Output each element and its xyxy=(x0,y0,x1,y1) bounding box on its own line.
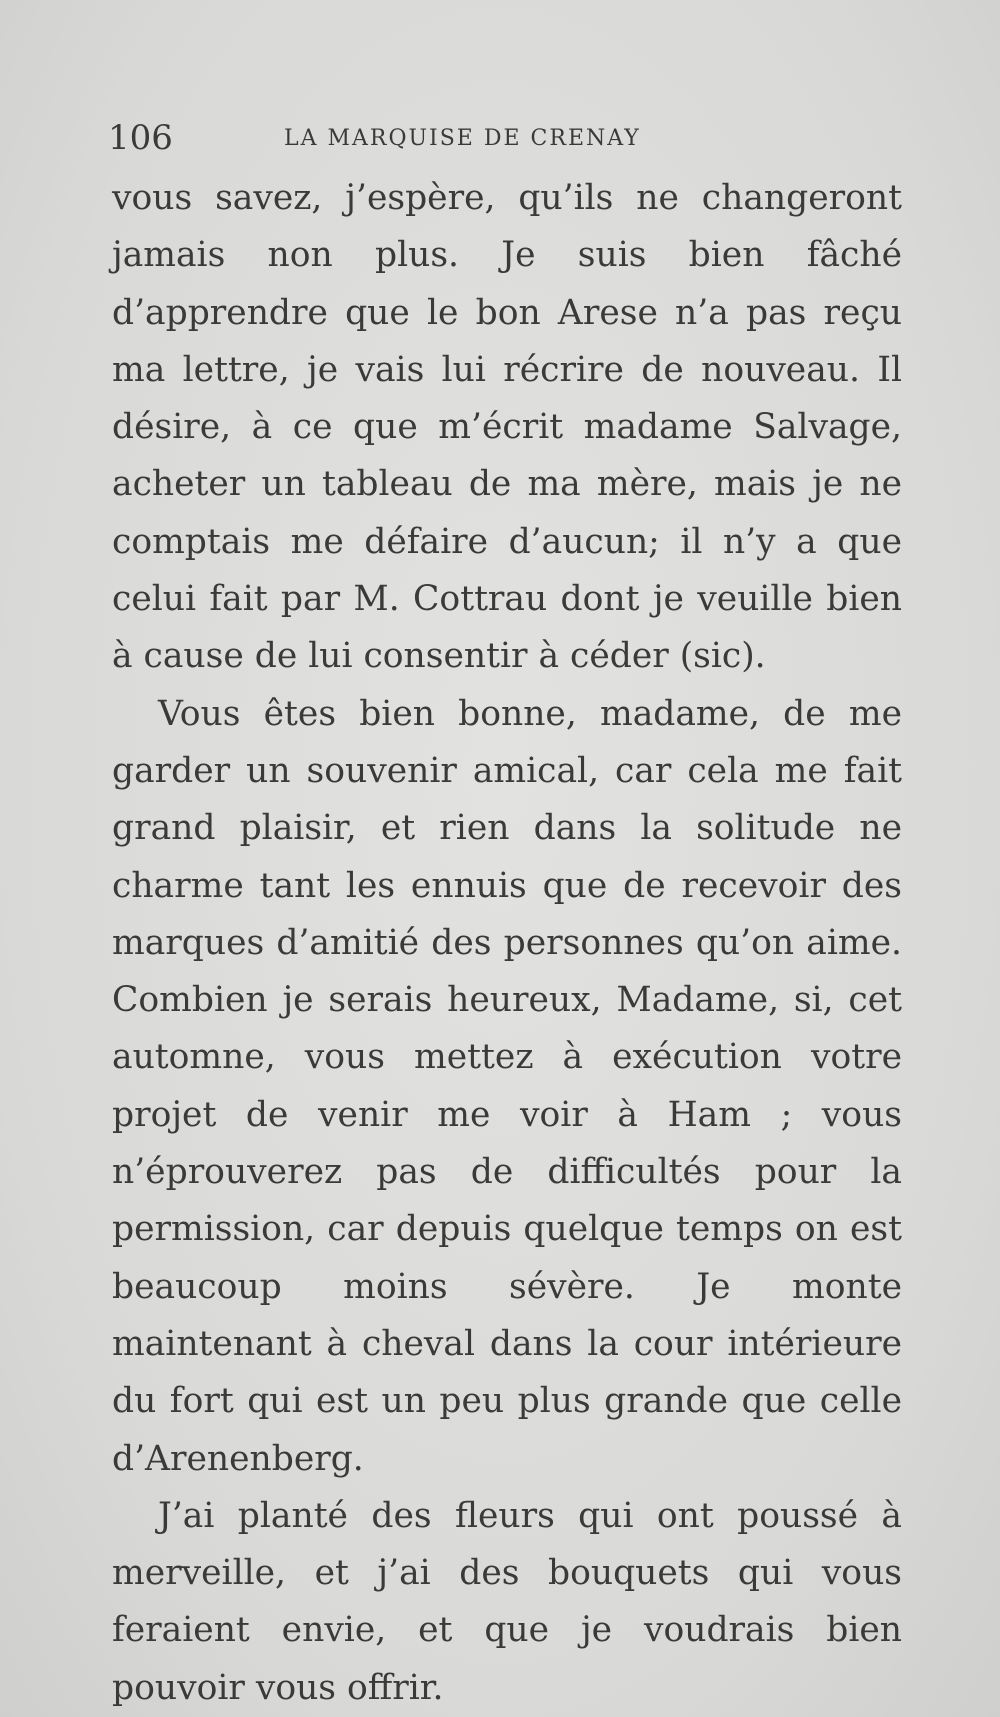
running-head: LA MARQUISE DE CRENAY xyxy=(284,126,641,151)
page-number: 106 xyxy=(108,118,173,158)
body-text xyxy=(112,170,902,1717)
paragraph-2: Vous êtes bien bonne, madame, de me garder un souvenir amical, car cela me fait grand plaisir, et rien dans la solitude ne charme tant les ennuis que de recevoir des marques d’amitié des personnes qu’on aime. Combien je serais heureux, Madame, si, cet automne, vous mettez à exécution votre projet de venir me voir à Ham ; vous n’éprouverez pas de difficultés pour la permission, car depuis quelque temps on est beaucoup moins sévère. Je monte maintenant à cheval dans la cour intérieure du fort qui est un peu plus grande que celle d’Arenenberg. xyxy=(112,693,902,1479)
paragraph-1: vous savez, j’espère, qu’ils ne changeront jamais non plus. Je suis bien fâché d’apprendre que le bon Arese n’a pas reçu ma lettre, je vais lui récrire de nouveau. Il désire, à ce que m’écrit madame Salvage, acheter un tableau de ma mère, mais je ne comptais me défaire d’aucun; il n’y a que celui fait par M. Cottrau dont je veuille bien à cause de lui consentir à céder (sic). xyxy=(112,178,902,677)
page-header xyxy=(108,118,908,158)
paragraph-3: J’ai planté des fleurs qui ont poussé à merveille, et j’ai des bouquets qui vous feraient envie, et que je voudrais bien pouvoir vous offrir. xyxy=(112,1495,902,1708)
